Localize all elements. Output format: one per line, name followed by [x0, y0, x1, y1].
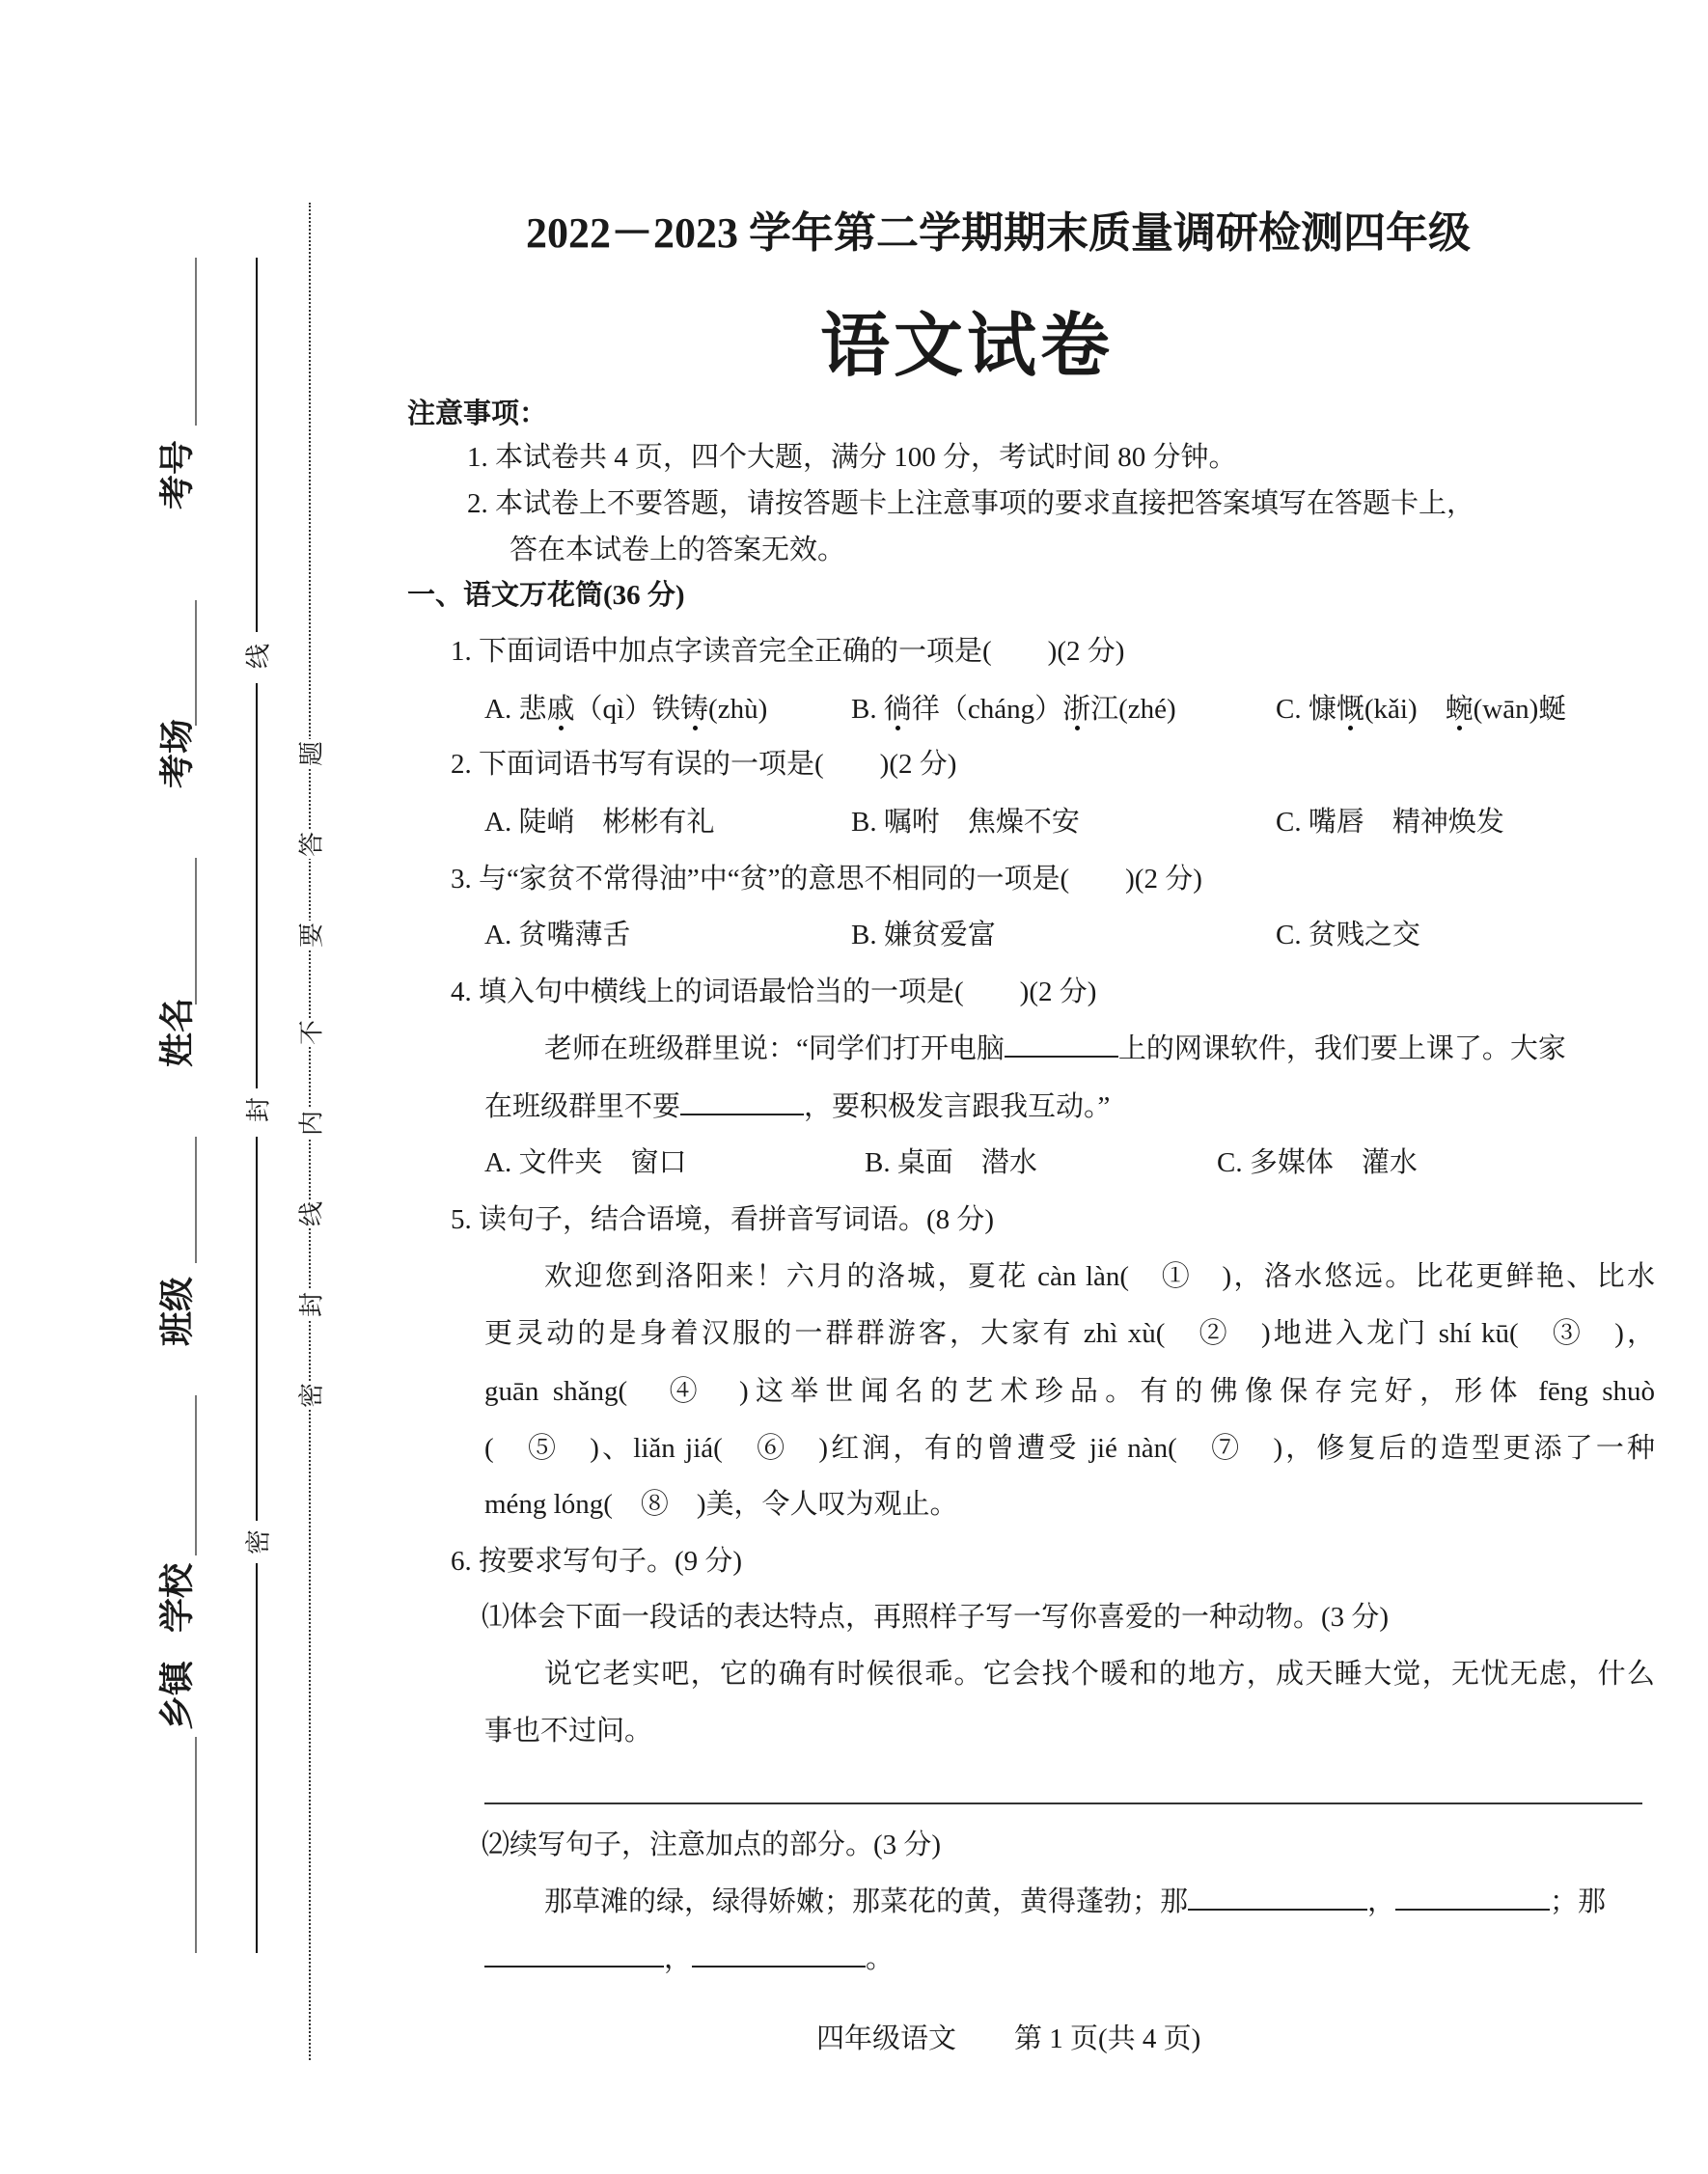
- text: B.: [851, 694, 884, 725]
- field-line: [195, 1137, 197, 1263]
- question-1-stem: 1. 下面词语中加点字读音完全正确的一项是( )(2 分): [451, 636, 1125, 667]
- seal-line: [256, 1137, 258, 1521]
- warning-char: 不: [292, 1018, 328, 1047]
- fill-blank: [484, 1940, 664, 1968]
- question-6-sub2: ⑵续写句子，注意加点的部分。(3 分): [482, 1830, 942, 1860]
- question-4-option-a: A. 文件夹 窗口: [484, 1147, 687, 1178]
- answer-line: [484, 1802, 1642, 1804]
- question-5-passage-line: 更灵动的是身着汉服的一群群游客，大家有 zhì xù( ② )地进入龙门 shí kū( ③ )，: [484, 1318, 1655, 1349]
- page-number: 第 1 页(共 4 页): [1014, 2023, 1201, 2054]
- question-6-sub1-example: 说它老实吧，它的确有时候很乖。它会找个暖和的地方，成天睡大觉，无忧无虑，什么: [544, 1659, 1655, 1690]
- seal-line: [256, 683, 258, 1088]
- question-4-option-b: B. 桌面 潜水: [865, 1147, 1037, 1178]
- fill-blank: [1005, 1031, 1118, 1058]
- field-label-school: 学校: [157, 1562, 197, 1634]
- question-1-option-b: [851, 690, 1176, 729]
- dotted-char: 铸: [680, 694, 709, 725]
- warning-char: 要: [292, 921, 328, 949]
- field-label-exam-room: 考场: [157, 718, 197, 789]
- seal-mark: 封: [239, 1095, 275, 1124]
- question-4-passage-line: [544, 1030, 1566, 1068]
- text: 江(zhé): [1090, 694, 1176, 725]
- field-label-exam-number: 考号: [157, 439, 197, 510]
- notice-item: 答在本试卷上的答案无效。: [510, 535, 846, 565]
- question-6-sub2-line: [544, 1883, 1606, 1921]
- question-3-option-b: B. 嫌贫爱富: [851, 920, 996, 950]
- question-2-option-c: C. 嘴唇 精神焕发: [1276, 807, 1504, 838]
- field-line: [195, 1737, 197, 1953]
- field-line: [195, 600, 197, 726]
- question-6-sub1: ⑴体会下面一段话的表达特点，再照样子写一写你喜爱的一种动物。(3 分): [482, 1602, 1390, 1633]
- question-2-stem: 2. 下面词语书写有误的一项是( )(2 分): [451, 749, 957, 780]
- question-6-sub1-example: 事也不过问。: [484, 1716, 653, 1747]
- question-5-passage-line: méng lóng( ⑧ )美，令人叹为观止。: [484, 1489, 958, 1520]
- fill-blank: [692, 1940, 866, 1968]
- dotted-char: 戚: [546, 694, 575, 725]
- fill-blank: [1395, 1884, 1550, 1911]
- question-2-option-b: B. 嘱咐 焦燥不安: [851, 807, 1080, 838]
- dotted-char: 徜: [883, 694, 912, 725]
- dotted-char: 蜿: [1445, 694, 1474, 725]
- fill-blank: [680, 1088, 804, 1115]
- text: A. 悲: [484, 694, 547, 725]
- warning-char: 题: [292, 739, 328, 768]
- text: C. 慷: [1276, 694, 1336, 725]
- question-1-option-a: [484, 690, 767, 729]
- field-line: [195, 1395, 197, 1555]
- question-3-option-a: A. 贫嘴薄舌: [484, 920, 631, 950]
- question-4-option-c: C. 多媒体 灌水: [1217, 1147, 1418, 1178]
- field-label-class: 班级: [157, 1276, 197, 1347]
- question-3-stem: 3. 与“家贫不常得油”中“贫”的意思不相同的一项是( )(2 分): [451, 864, 1202, 894]
- footer: [816, 2020, 1200, 2058]
- question-5-passage-line: 欢迎您到洛阳来！六月的洛城，夏花 càn làn( ① )，洛水悠远。比花更鲜艳、比水: [544, 1261, 1655, 1292]
- notice-heading: 注意事项：: [407, 399, 548, 429]
- exam-subtitle: 语文试卷: [819, 308, 1114, 385]
- text: ；那: [1550, 1886, 1607, 1917]
- text: （qì）铁: [574, 694, 681, 725]
- field-label-town: 乡镇: [157, 1660, 197, 1731]
- question-6-stem: 6. 按要求写句子。(9 分): [451, 1546, 743, 1577]
- text: ，: [1367, 1886, 1396, 1917]
- seal-line: [256, 1563, 258, 1953]
- text: 那草滩的绿，绿得娇嫩；那菜花的黄，黄得蓬勃；那: [544, 1886, 1189, 1917]
- text: ，要积极发言跟我互动。”: [804, 1091, 1111, 1122]
- text: 徉（cháng）: [911, 694, 1063, 725]
- footer-label: 四年级语文: [816, 2023, 957, 2054]
- warning-char: 答: [292, 830, 328, 859]
- question-4-passage-line: [484, 1087, 1110, 1126]
- text: (kǎi): [1364, 694, 1446, 725]
- question-1-option-c: [1276, 690, 1566, 729]
- question-4-stem: 4. 填入句中横线上的词语最恰当的一项是( )(2 分): [451, 977, 1097, 1007]
- seal-mark: 线: [239, 642, 275, 671]
- warning-char: 线: [292, 1199, 328, 1228]
- text: 上的网课软件，我们要上课了。大家: [1117, 1033, 1566, 1064]
- field-line: [195, 858, 197, 1004]
- question-2-option-a: A. 陡峭 彬彬有礼: [484, 807, 715, 838]
- warning-char: 密: [292, 1381, 328, 1410]
- dotted-char: 慨: [1336, 694, 1364, 725]
- notice-item: 1. 本试卷共 4 页，四个大题，满分 100 分，考试时间 80 分钟。: [467, 442, 1237, 473]
- text: (wān)蜒: [1473, 694, 1567, 725]
- question-5-stem: 5. 读句子，结合语境，看拼音写词语。(8 分): [451, 1204, 995, 1235]
- question-6-sub2-line: [484, 1940, 894, 1978]
- seal-mark: 密: [239, 1527, 275, 1556]
- section-heading: 一、语文万花筒(36 分): [407, 580, 685, 611]
- question-5-passage-line: guān shǎng( ④ )这举世闻名的艺术珍品。有的佛像保存完好，形体 fēng shuò: [484, 1376, 1655, 1407]
- notice-item: 2. 本试卷上不要答题，请按答题卡上注意事项的要求直接把答案填写在答题卡上，: [467, 488, 1475, 519]
- exam-title: 2022－2023 学年第二学期期末质量调研检测四年级: [526, 209, 1471, 257]
- text: ，: [664, 1943, 693, 1974]
- text: 在班级群里不要: [484, 1091, 681, 1122]
- text: (zhù): [708, 694, 768, 725]
- fill-blank: [1188, 1884, 1367, 1911]
- question-5-passage-line: ( ⑤ )、liǎn jiá( ⑥ )红润，有的曾遭受 jié nàn( ⑦ )，修复后的造型更添了一种: [484, 1433, 1655, 1464]
- warning-char: 封: [292, 1290, 328, 1319]
- field-label-name: 姓名: [157, 997, 197, 1068]
- text: 老师在班级群里说：“同学们打开电脑: [544, 1033, 1005, 1064]
- text: 。: [866, 1943, 895, 1974]
- question-3-option-c: C. 贫贱之交: [1276, 920, 1420, 950]
- warning-char: 内: [292, 1109, 328, 1138]
- dotted-char: 浙: [1062, 694, 1091, 725]
